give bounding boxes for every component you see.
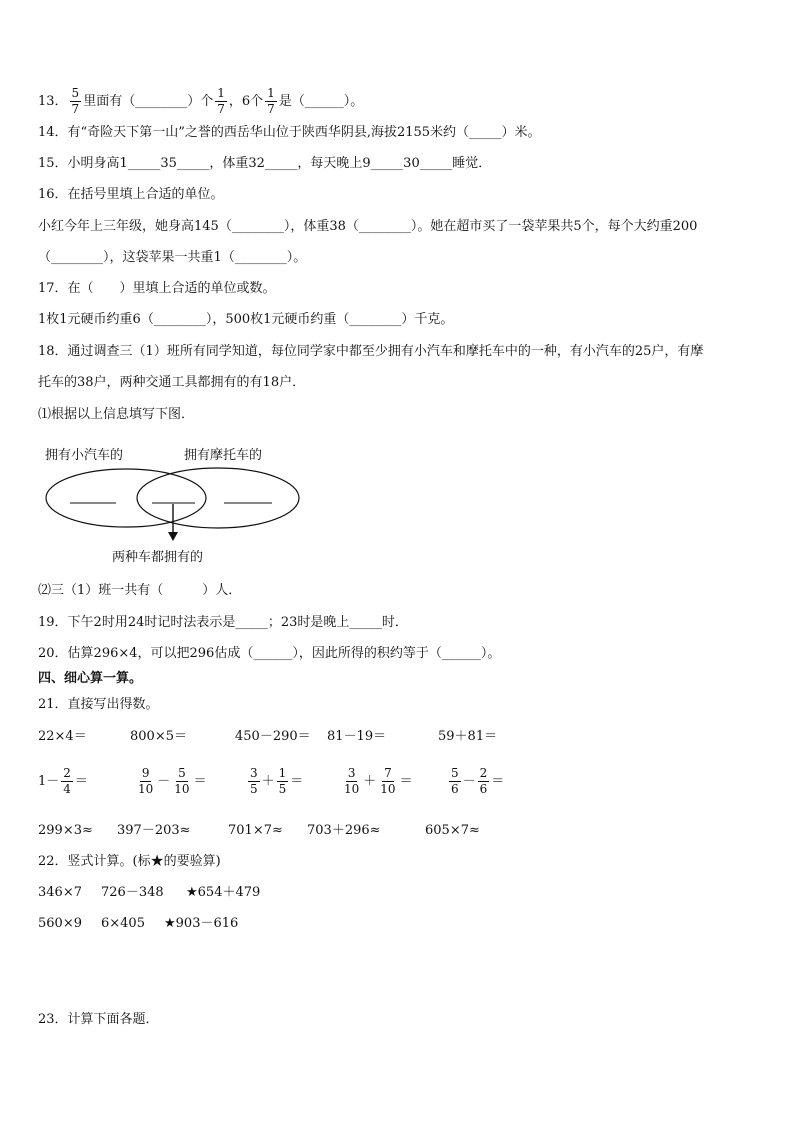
question-13: 13． $\frac{5}{7}$ 里面有（________）个 $\frac{1}{7}$ ，6个 $\frac{1}{7}$ 是（______）。 xyxy=(38,86,364,116)
fraction-calc-item: $\frac{3}{5}$ ＋ $\frac{1}{5}$ ＝ xyxy=(250,766,304,796)
vertical-calc-item: 560×9 xyxy=(38,916,82,931)
venn-right-label: 拥有摩托车的 xyxy=(184,448,263,463)
venn-diagram xyxy=(30,432,330,572)
vertical-calc-item: ★903－616 xyxy=(164,916,239,931)
question-18-sub-1: ⑴根据以上信息填写下图． xyxy=(38,407,195,422)
question-19: 19．下午2时用24时记时法表示是_____；23时是晚上_____时． xyxy=(38,615,408,630)
fraction: $\frac{2}{6}$ xyxy=(479,766,488,796)
question-18-line-1: 18．通过调查三（1）班所有同学知道，每位同学家中都至少拥有小汽车和摩托车中的一种，有小汽车的25户，有摩 xyxy=(38,344,704,359)
fraction: $\frac{5}{6}$ xyxy=(451,766,459,796)
question-18-line-2: 托车的38户，两种交通工具都拥有的有18户． xyxy=(38,375,306,390)
fraction: $\frac{2}{4}$ xyxy=(63,766,71,796)
question-16-line-1: 小红今年上三年级，她身高145（________），体重38（________）。她在超市买了一袋苹果共5个，每个大约重200 xyxy=(38,219,698,234)
fraction: $\frac{1}{7}$ xyxy=(267,86,275,116)
question-16-line-2: （________），这袋苹果一共重1（________）。 xyxy=(38,250,307,265)
venn-left-label: 拥有小汽车的 xyxy=(45,448,124,463)
venn-right-ellipse xyxy=(137,468,299,528)
calc-item: 22×4＝ xyxy=(38,729,87,744)
fraction-calc-item: $\frac{9}{10}$ － $\frac{5}{10}$ ＝ xyxy=(138,766,207,796)
question-23: 23．计算下面各题． xyxy=(38,1012,159,1027)
estimate-item: 701×7≈ xyxy=(228,823,283,838)
estimate-item: 605×7≈ xyxy=(425,823,480,838)
calc-item: 800×5＝ xyxy=(130,729,187,744)
question-22: 22．竖式计算。(标★的要验算) xyxy=(38,854,221,869)
venn-arrow-head xyxy=(168,532,178,541)
question-17-line-1: 1枚1元硬币约重6（________），500枚1元硬币约重（________）千克。 xyxy=(38,312,454,327)
vertical-calc-item: 346×7 xyxy=(38,885,82,900)
calc-item: 59＋81＝ xyxy=(438,729,498,744)
fraction-calc-item: $\frac{3}{10}$ ＋ $\frac{7}{10}$ ＝ xyxy=(344,766,413,796)
question-16: 16．在括号里填上合适的单位。 xyxy=(38,187,224,202)
question-20: 20．估算296×4，可以把296估成（______），因此所得的积约等于（______）。 xyxy=(38,646,501,661)
estimate-item: 703＋296≈ xyxy=(307,823,381,838)
fraction: $\frac{7}{10}$ xyxy=(380,766,396,796)
fraction-calc-item: 1－ $\frac{2}{4}$ ＝ xyxy=(38,766,88,796)
estimate-item: 299×3≈ xyxy=(38,823,93,838)
fraction: $\frac{3}{5}$ xyxy=(250,766,258,796)
vertical-calc-item: 726－348 xyxy=(101,885,164,900)
fraction: $\frac{5}{7}$ xyxy=(71,86,80,116)
question-14: 14．有“奇险天下第一山”之誉的西岳华山位于陕西华阴县,海拔2155米约（_____）米。 xyxy=(38,125,541,140)
section-heading: 四、细心算一算。 xyxy=(38,671,143,686)
question-17: 17．在（ ）里填上合适的单位或数。 xyxy=(38,281,276,296)
vertical-calc-item: 6×405 xyxy=(101,916,145,931)
venn-left-ellipse xyxy=(46,469,206,527)
fraction: $\frac{5}{10}$ xyxy=(174,766,190,796)
question-21: 21．直接写出得数。 xyxy=(38,697,159,712)
vertical-calc-item: ★654＋479 xyxy=(186,885,261,900)
fraction-calc-item: $\frac{5}{6}$ － $\frac{2}{6}$ ＝ xyxy=(451,766,505,796)
fraction: $\frac{1}{5}$ xyxy=(278,766,287,796)
calc-item: 450－290＝ xyxy=(235,729,311,744)
fraction: $\frac{9}{10}$ xyxy=(138,766,154,796)
question-15: 15．小明身高1_____35_____，体重32_____，每天晚上9_____30_____睡觉． xyxy=(38,156,492,171)
calc-item: 81－19＝ xyxy=(327,729,387,744)
question-18-sub-2: ⑵三（1）班一共有（ ）人． xyxy=(38,583,242,598)
venn-bottom-label: 两种车都拥有的 xyxy=(112,550,204,565)
fraction: $\frac{1}{7}$ xyxy=(217,86,225,116)
fraction: $\frac{3}{10}$ xyxy=(344,766,360,796)
estimate-item: 397－203≈ xyxy=(117,823,191,838)
